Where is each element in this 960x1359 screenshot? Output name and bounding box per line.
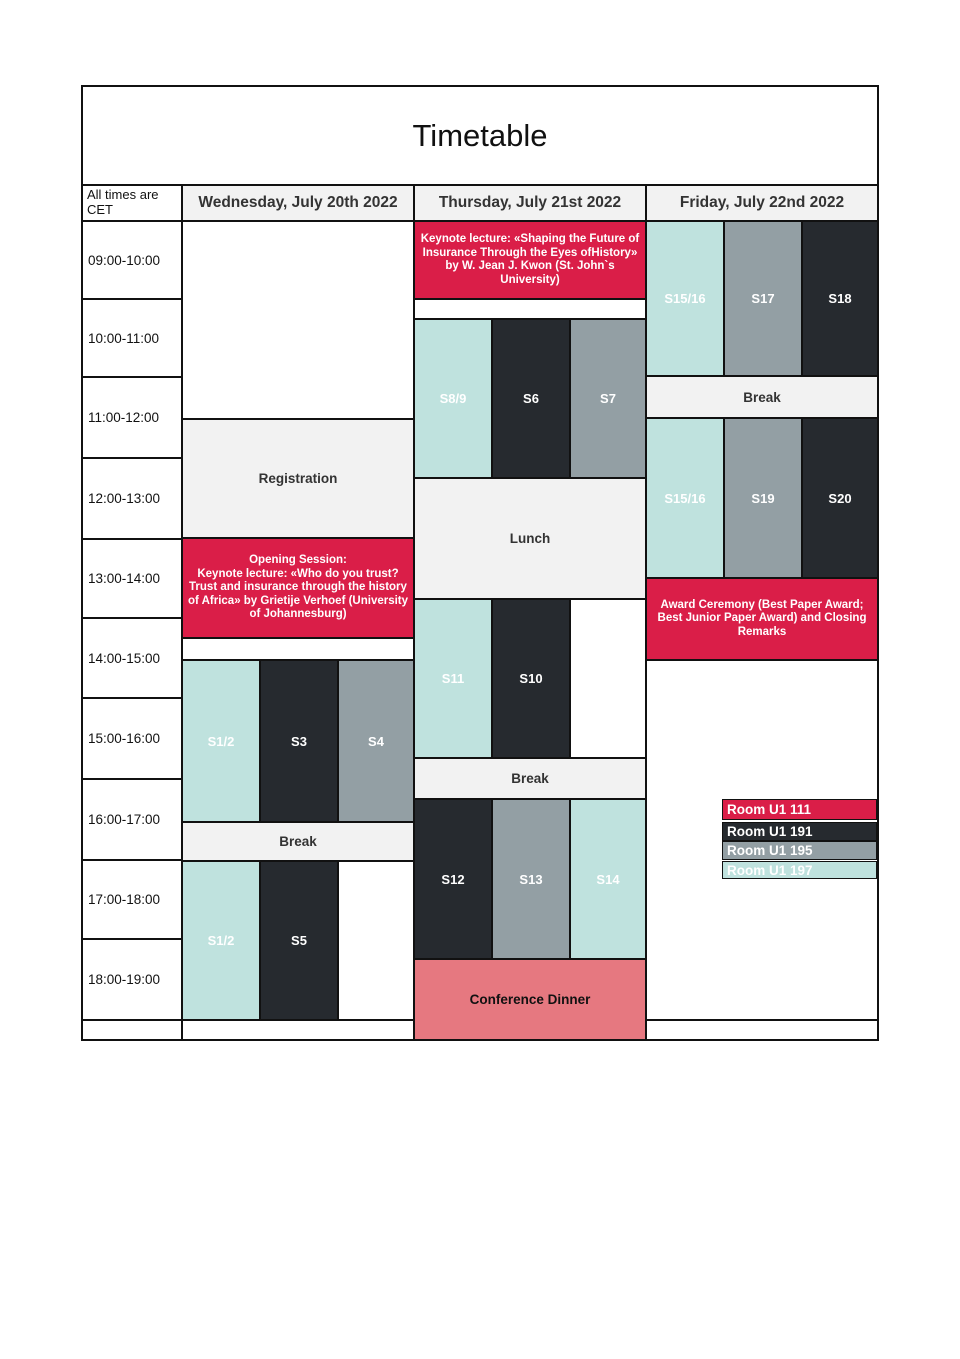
time-slot: 14:00-15:00: [81, 617, 183, 699]
legend-room-u1-191: Room U1 191: [722, 822, 877, 841]
registration-block: Registration: [181, 418, 415, 539]
session-s15-16: S15/16: [645, 220, 725, 377]
time-slot: 10:00-11:00: [81, 298, 183, 378]
opening-session-block: Opening Session: Keynote lecture: «Who do you trust? Trust and insurance through the history of Africa» by Grietije Verhoef (University of Johannesburg): [181, 537, 415, 639]
session-s14: S14: [569, 798, 647, 960]
session-s1-2-second: S1/2: [181, 860, 261, 1021]
empty-cell: [181, 637, 415, 661]
session-s17: S17: [723, 220, 803, 377]
time-slot: 12:00-13:00: [81, 457, 183, 540]
award-ceremony-block: Award Ceremony (Best Paper Award; Best Junior Paper Award) and Closing Remarks: [645, 577, 879, 661]
empty-cell: [645, 1019, 879, 1041]
session-s5: S5: [259, 860, 339, 1021]
session-s8-9: S8/9: [413, 318, 493, 479]
legend-room-u1-111: Room U1 111: [722, 799, 877, 820]
timezone-note: All times are CET: [81, 184, 183, 222]
day-header-friday: Friday, July 22nd 2022: [645, 184, 879, 222]
session-s11: S11: [413, 598, 493, 759]
empty-cell: [337, 860, 415, 1021]
break-block: Break: [181, 821, 415, 862]
time-slot: 15:00-16:00: [81, 697, 183, 780]
session-s1-2: S1/2: [181, 659, 261, 823]
legend-room-u1-195: Room U1 195: [722, 841, 877, 860]
time-slot: 16:00-17:00: [81, 778, 183, 861]
session-s7: S7: [569, 318, 647, 479]
session-s3: S3: [259, 659, 339, 823]
session-s13: S13: [491, 798, 571, 960]
lunch-block: Lunch: [413, 477, 647, 600]
time-slot: 13:00-14:00: [81, 538, 183, 619]
time-slot: 18:00-19:00: [81, 938, 183, 1021]
empty-cell: [569, 598, 647, 759]
conference-dinner-block: Conference Dinner: [413, 958, 647, 1041]
break-block: Break: [413, 757, 647, 800]
legend-room-u1-197: Room U1 197: [722, 861, 877, 879]
session-s18: S18: [801, 220, 879, 377]
session-s15-16-second: S15/16: [645, 417, 725, 579]
keynote-kwon-block: Keynote lecture: «Shaping the Future of Insurance Through the Eyes ofHistory» by W. Jean J. Kwon (St. John`s University): [413, 220, 647, 300]
page-title: Timetable: [81, 85, 879, 186]
empty-cell: [81, 1019, 183, 1041]
session-s10: S10: [491, 598, 571, 759]
day-header-wednesday: Wednesday, July 20th 2022: [181, 184, 415, 222]
empty-cell: [181, 1019, 415, 1041]
time-slot: 17:00-18:00: [81, 859, 183, 940]
session-s4: S4: [337, 659, 415, 823]
time-slot: 09:00-10:00: [81, 220, 183, 300]
session-s6: S6: [491, 318, 571, 479]
break-block: Break: [645, 375, 879, 419]
time-slot: 11:00-12:00: [81, 376, 183, 459]
session-s20: S20: [801, 417, 879, 579]
empty-cell: [413, 298, 647, 320]
empty-cell: [181, 220, 415, 420]
day-header-thursday: Thursday, July 21st 2022: [413, 184, 647, 222]
session-s12: S12: [413, 798, 493, 960]
session-s19: S19: [723, 417, 803, 579]
